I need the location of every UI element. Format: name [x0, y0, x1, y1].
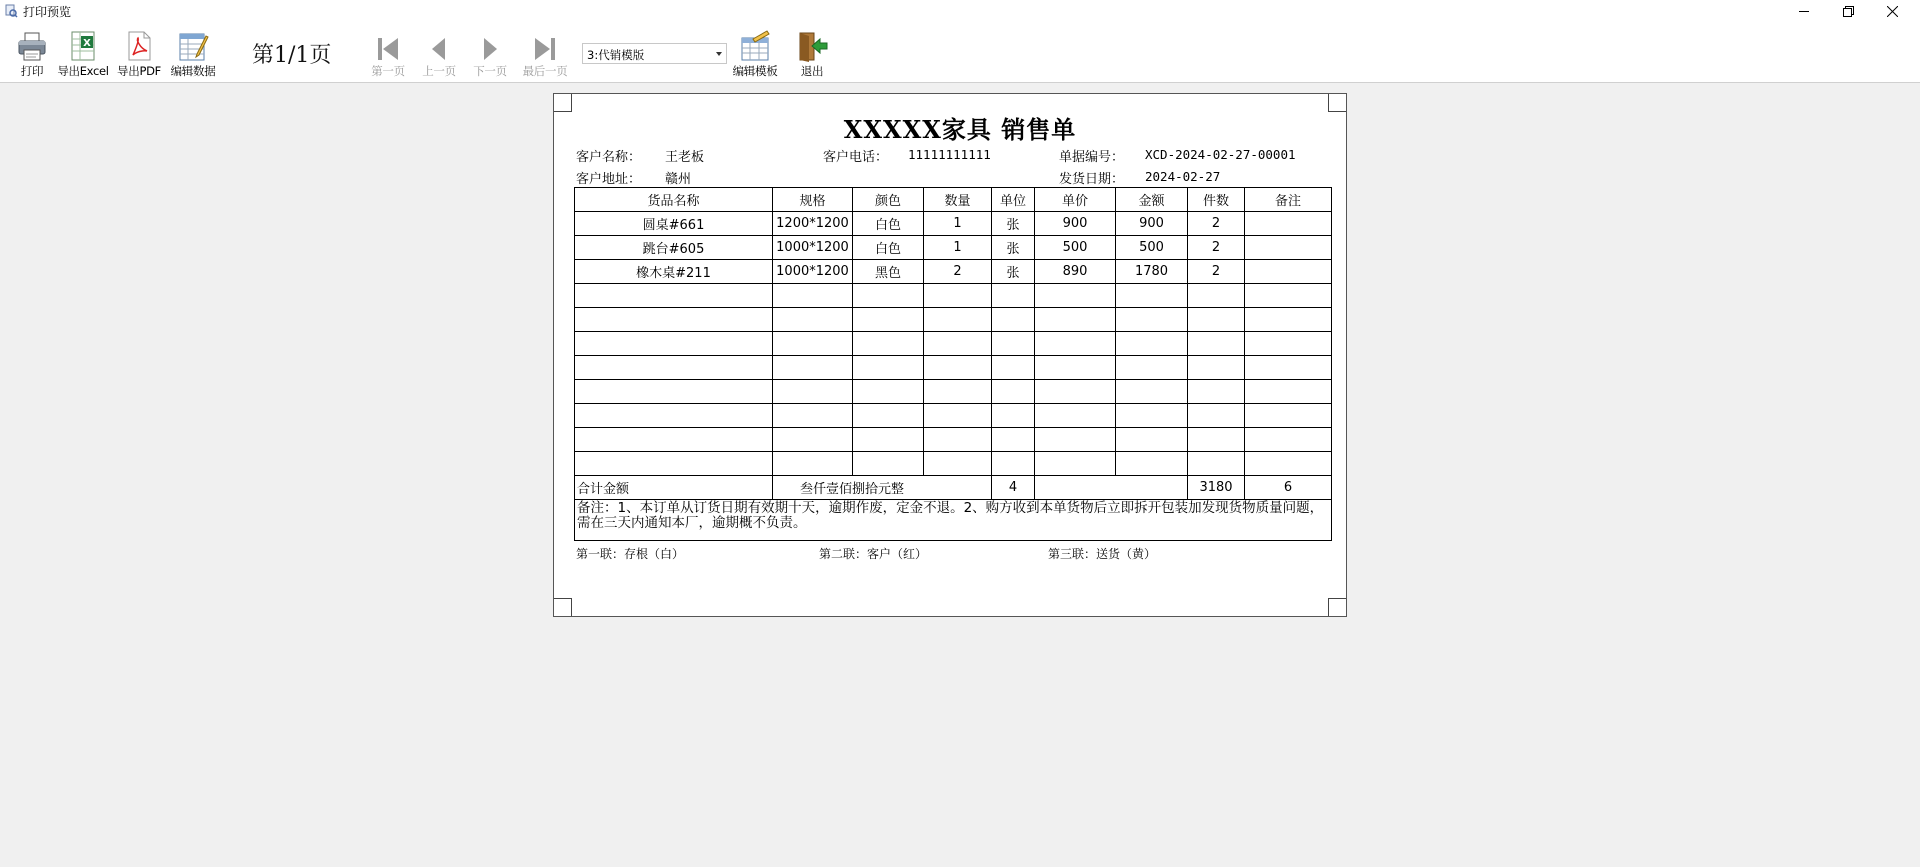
column-header: 件数 [1188, 188, 1245, 212]
toolbar [0, 22, 1920, 83]
table-cell [1035, 380, 1116, 404]
page-indicator: 第1/1页 [252, 43, 332, 68]
table-header-row [575, 188, 1332, 212]
table-row [575, 356, 1332, 380]
last-page-label: 最后一页 [522, 64, 568, 78]
table-row [575, 236, 1332, 260]
template-select[interactable] [582, 43, 727, 64]
table-cell [773, 284, 853, 308]
page-corner-marker [554, 598, 572, 616]
table-cell [1245, 332, 1332, 356]
chevron-down-icon [716, 52, 722, 56]
table-cell [1116, 332, 1188, 356]
table-cell [773, 404, 853, 428]
table-cell [853, 308, 924, 332]
table-cell: 白色 [853, 212, 924, 236]
table-cell: 1 [924, 236, 992, 260]
prev-page-label: 上一页 [422, 64, 456, 78]
restore-icon [1843, 6, 1854, 17]
table-cell [853, 356, 924, 380]
table-cell [1116, 284, 1188, 308]
svg-text:X: X [83, 38, 91, 49]
table-cell [1188, 308, 1245, 332]
table-cell [1245, 212, 1332, 236]
table-cell: 2 [924, 260, 992, 284]
column-header: 单位 [992, 188, 1035, 212]
table-cell [773, 356, 853, 380]
copy-3-label: 第三联：送货（黄） [1048, 547, 1157, 561]
table-row [575, 428, 1332, 452]
edit-template-icon [739, 30, 771, 62]
table-cell [1245, 236, 1332, 260]
table-cell: 1780 [1116, 260, 1188, 284]
customer-phone-label: 客户电话： [823, 150, 889, 165]
table-cell: 张 [992, 236, 1035, 260]
print-preview-page [553, 93, 1347, 617]
table-cell [1116, 380, 1188, 404]
edit-data-button[interactable] [168, 26, 218, 80]
last-page-button[interactable] [519, 26, 571, 80]
export-pdf-button[interactable] [116, 26, 162, 80]
table-cell [1116, 308, 1188, 332]
column-header: 金额 [1116, 188, 1188, 212]
total-pieces: 6 [1245, 476, 1332, 500]
ship-date-label: 发货日期： [1059, 172, 1125, 187]
edit-data-icon [177, 30, 209, 62]
table-cell [575, 356, 773, 380]
table-cell: 2 [1188, 212, 1245, 236]
table-cell [773, 332, 853, 356]
table-cell [853, 284, 924, 308]
table-cell [992, 452, 1035, 476]
edit-template-label: 编辑模板 [732, 64, 778, 78]
column-header: 数量 [924, 188, 992, 212]
table-row [575, 404, 1332, 428]
column-header: 货品名称 [575, 188, 773, 212]
table-cell [1035, 404, 1116, 428]
window-title: 打印预览 [23, 5, 72, 19]
table-cell: 1200*1200 [773, 212, 853, 236]
customer-phone-value: 11111111111 [908, 147, 991, 162]
first-page-icon [376, 36, 400, 62]
next-page-button[interactable] [470, 26, 510, 80]
table-cell: 跳台#605 [575, 236, 773, 260]
table-cell: 圆桌#661 [575, 212, 773, 236]
minimize-button[interactable] [1782, 0, 1826, 22]
table-cell: 900 [1035, 212, 1116, 236]
table-cell [924, 380, 992, 404]
exit-door-icon [796, 30, 828, 62]
table-cell [1188, 284, 1245, 308]
table-cell [1245, 380, 1332, 404]
total-row [575, 476, 1332, 500]
table-cell [1188, 428, 1245, 452]
table-cell [1116, 356, 1188, 380]
excel-icon [67, 30, 99, 62]
table-cell: 890 [1035, 260, 1116, 284]
first-page-label: 第一页 [371, 64, 405, 78]
column-header: 颜色 [853, 188, 924, 212]
table-cell [1035, 284, 1116, 308]
table-cell [773, 308, 853, 332]
table-cell: 1 [924, 212, 992, 236]
title-bar [0, 0, 1920, 22]
template-select-value: 3:代销模版 [587, 48, 645, 62]
table-cell [924, 452, 992, 476]
table-cell [1188, 452, 1245, 476]
table-cell [924, 428, 992, 452]
next-page-icon [478, 36, 502, 62]
prev-page-icon [427, 36, 451, 62]
table-cell: 张 [992, 260, 1035, 284]
table-row [575, 308, 1332, 332]
customer-name-label: 客户名称： [576, 150, 642, 165]
exit-button[interactable] [794, 26, 830, 80]
table-cell [924, 332, 992, 356]
table-cell [575, 308, 773, 332]
total-in-words: 叁仟壹佰捌拾元整 [773, 476, 992, 500]
table-cell [1188, 356, 1245, 380]
close-button[interactable] [1870, 0, 1914, 22]
customer-address-value: 赣州 [665, 172, 692, 187]
copy-1-label: 第一联：存根（白） [576, 547, 685, 561]
column-header: 单价 [1035, 188, 1116, 212]
table-cell: 黑色 [853, 260, 924, 284]
table-body [575, 212, 1332, 476]
exit-label: 退出 [800, 64, 824, 78]
table-cell [575, 452, 773, 476]
edit-template-button[interactable] [730, 26, 780, 80]
table-cell: 500 [1035, 236, 1116, 260]
table-cell: 500 [1116, 236, 1188, 260]
doc-no-label: 单据编号： [1059, 150, 1125, 165]
table-cell [1116, 404, 1188, 428]
export-excel-button[interactable] [58, 26, 108, 80]
first-page-button[interactable] [368, 26, 408, 80]
table-cell: 2 [1188, 260, 1245, 284]
table-cell [992, 428, 1035, 452]
document-title: XXXXX家具 销售单 [843, 115, 1077, 144]
table-cell [575, 404, 773, 428]
print-label: 打印 [20, 64, 44, 78]
table-cell [992, 332, 1035, 356]
customer-address-label: 客户地址： [576, 172, 642, 187]
table-cell: 2 [1188, 236, 1245, 260]
table-cell [853, 332, 924, 356]
table-cell [1245, 452, 1332, 476]
table-cell [1245, 308, 1332, 332]
table-cell [992, 284, 1035, 308]
table-cell [853, 428, 924, 452]
table-cell [773, 380, 853, 404]
minimize-icon [1799, 6, 1809, 16]
table-cell: 张 [992, 212, 1035, 236]
table-cell [773, 452, 853, 476]
table-cell: 1000*1200 [773, 236, 853, 260]
print-button[interactable] [14, 26, 50, 80]
total-quantity: 4 [992, 476, 1035, 500]
table-cell [1245, 428, 1332, 452]
copy-2-label: 第二联：客户（红） [819, 547, 928, 561]
table-cell [924, 308, 992, 332]
table-cell [575, 332, 773, 356]
table-cell [1188, 404, 1245, 428]
table-cell [992, 380, 1035, 404]
edit-data-label: 编辑数据 [170, 64, 216, 78]
remark-text: 备注：1、本订单从订货日期有效期十天，逾期作废，定金不退。2、购方收到本单货物后立即拆开包装加发现货物质量问题，需在三天内通知本厂，逾期概不负责。 [575, 500, 1332, 541]
prev-page-button[interactable] [419, 26, 459, 80]
column-header: 规格 [773, 188, 853, 212]
table-cell [575, 284, 773, 308]
table-cell [1245, 284, 1332, 308]
table-cell [853, 380, 924, 404]
table-cell [1035, 308, 1116, 332]
table-cell [1116, 428, 1188, 452]
page-corner-marker [1328, 598, 1346, 616]
pdf-icon [123, 30, 155, 62]
table-row [575, 332, 1332, 356]
export-excel-label: 导出Excel [57, 64, 109, 78]
printer-icon [16, 30, 48, 62]
next-page-label: 下一页 [473, 64, 507, 78]
last-page-icon [533, 36, 557, 62]
table-cell [924, 284, 992, 308]
items-table [574, 187, 1332, 541]
table-cell [1116, 452, 1188, 476]
table-cell [1245, 260, 1332, 284]
table-cell [1035, 452, 1116, 476]
table-cell: 1000*1200 [773, 260, 853, 284]
table-cell [1035, 332, 1116, 356]
table-row [575, 452, 1332, 476]
table-cell [924, 356, 992, 380]
table-cell [992, 404, 1035, 428]
table-cell: 900 [1116, 212, 1188, 236]
column-header: 备注 [1245, 188, 1332, 212]
export-pdf-label: 导出PDF [117, 64, 161, 78]
total-label: 合计金额 [575, 476, 773, 500]
table-cell [1245, 404, 1332, 428]
table-cell: 橡木桌#211 [575, 260, 773, 284]
total-blank [1035, 476, 1188, 500]
table-row [575, 212, 1332, 236]
table-cell [575, 428, 773, 452]
restore-button[interactable] [1826, 0, 1870, 22]
table-cell: 白色 [853, 236, 924, 260]
ship-date-value: 2024-02-27 [1145, 169, 1221, 184]
table-cell [575, 380, 773, 404]
table-cell [992, 308, 1035, 332]
total-amount: 3180 [1188, 476, 1245, 500]
customer-name-value: 王老板 [665, 150, 705, 165]
table-cell [1245, 356, 1332, 380]
table-cell [1035, 428, 1116, 452]
table-cell [1035, 356, 1116, 380]
table-cell [1188, 332, 1245, 356]
table-cell [853, 404, 924, 428]
table-row [575, 260, 1332, 284]
close-icon [1887, 6, 1898, 17]
table-row [575, 284, 1332, 308]
table-cell [992, 356, 1035, 380]
table-row [575, 380, 1332, 404]
table-cell [924, 404, 992, 428]
doc-no-value: XCD-2024-02-27-00001 [1145, 147, 1296, 162]
table-cell [773, 428, 853, 452]
remark-row [575, 500, 1332, 541]
table-cell [1188, 380, 1245, 404]
print-preview-app-icon [4, 4, 18, 18]
table-cell [853, 452, 924, 476]
